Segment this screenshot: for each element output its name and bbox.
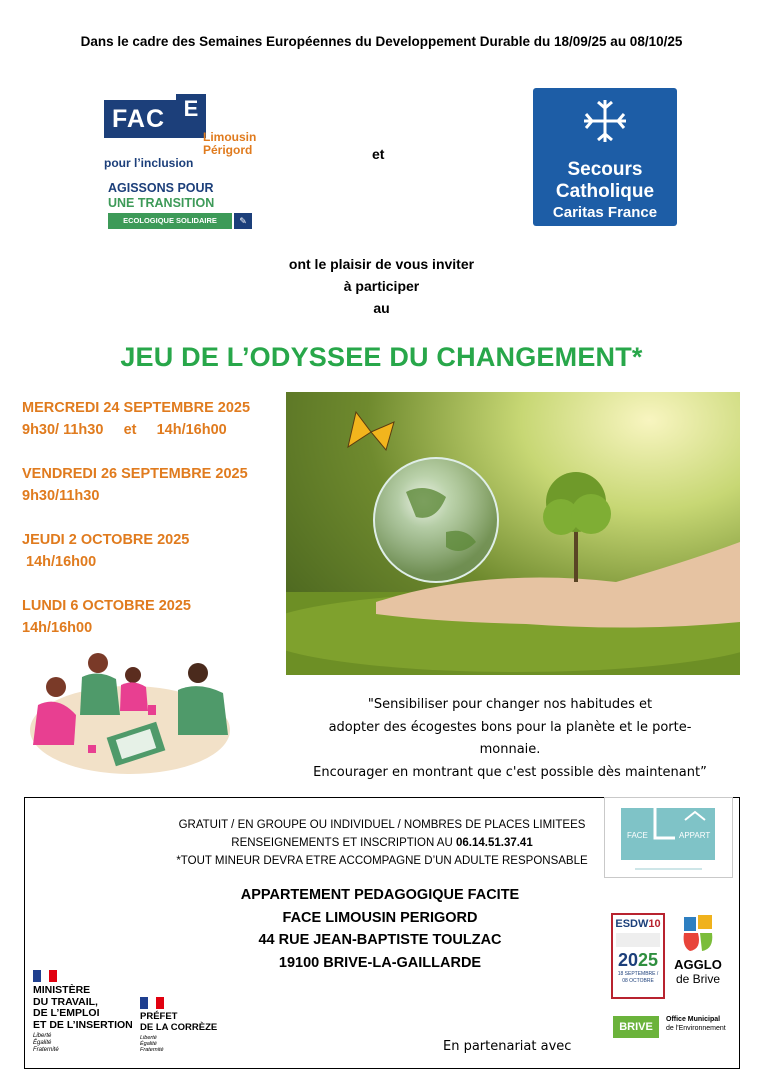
secours-catholique-logo [533,88,677,226]
globe-hand-photo [286,392,740,675]
schedule-time: 14h/16h00 [22,554,97,570]
ome-line-1: Office Municipal [666,1016,721,1023]
ministere-line: DE L’EMPLOI [33,1007,100,1019]
invite-line: au [373,300,390,316]
esdw-dates: 18 SEPTEMBRE / 08 OCTOBRE [617,971,659,984]
face-appart-logo [604,797,733,878]
agissons-line-1: AGISSONS POUR [108,181,214,195]
republic-motto: Liberté Égalité Fraternité [140,1035,164,1053]
address-line: 44 RUE JEAN-BAPTISTE TOULZAC [258,932,502,948]
quote-line: Encourager en montrant que c'est possible dès maintenant” [313,764,707,780]
face-tagline: pour l’inclusion [104,156,194,170]
office-environnement-logo [666,1015,726,1033]
appart-logo-left: FACE [627,831,648,840]
schedule-day: VENDREDI 26 SEPTEMBRE 2025 [22,466,248,482]
event-header: Dans le cadre des Semaines Européennes du Developpement Durable du 18/09/25 au 08/10/25 [80,34,683,49]
agglo-line-2: de Brive [675,972,721,986]
address-line: APPARTEMENT PEDAGOGIQUE FACITE [240,887,520,903]
secours-line-2: Catholique [555,181,655,202]
quote-line: adopter des écogestes bons pour la planète et le porte- [328,719,692,735]
agissons-line-2: UNE TRANSITION [108,196,215,210]
event-title: JEU DE L’ODYSSEE DU CHANGEMENT* [120,342,643,372]
republic-motto: Liberté Égalité Fraternité [33,1033,59,1053]
prefet-correze-logo [140,997,217,1053]
schedule-list [22,397,250,639]
schedule-day: LUNDI 6 OCTOBRE 2025 [22,598,191,614]
et-text: et [372,146,385,162]
face-region-2: Périgord [203,143,253,157]
prefet-line: DE LA CORRÈZE [140,1021,218,1033]
schedule-time: 9h30/11h30 [22,488,100,504]
partnership-label: En partenariat avec [443,1039,572,1054]
invite-line: ont le plaisir de vous inviter [288,256,475,272]
appart-logo-right: APPART [679,831,711,840]
schedule-time: 9h30/ 11h30 et 14h/16h00 [22,422,227,438]
french-flag-icon [140,997,164,1009]
esdw-label: ESDW [615,918,649,930]
ministere-line: MINISTÈRE [33,984,91,996]
venue-address [200,884,560,974]
invite-line: à participer [343,278,420,294]
schedule-day: MERCREDI 24 SEPTEMBRE 2025 [22,400,251,416]
address-line: 19100 BRIVE-LA-GAILLARDE [278,954,482,971]
info-line-1: GRATUIT / EN GROUPE OU INDIVIDUEL / NOMBRES DE PLACES LIMITEES [178,819,586,831]
eco-solidaire-icon: ✎ [234,213,252,229]
practical-info [160,816,604,870]
face-logo-letter: E [176,94,206,124]
agglo-line-1: AGGLO [674,957,722,972]
brive-logo: BRIVE [613,1016,659,1038]
ome-line-2: de l'Environnement [666,1025,726,1032]
agglo-brive-logo [668,913,728,986]
cross-icon [578,94,632,148]
agglo-leaf-icon [680,913,716,953]
quote-line: "Sensibiliser pour changer nos habitudes et [367,697,653,712]
face-region-1: Limousin [203,130,257,144]
ministere-line: DU TRAVAIL, [33,995,98,1008]
info-line-2 [160,834,604,852]
schedule-day: JEUDI 2 OCTOBRE 2025 [22,532,190,548]
prefet-line: PRÉFET [140,1011,178,1022]
esdw-year-b: 25 [638,950,659,970]
ministere-line: ET DE L’INSERTION [33,1018,133,1031]
esdw-number: 10 [648,918,661,930]
family-game-illustration [18,645,234,775]
quote-text [290,694,730,784]
ministere-travail-logo [33,970,133,1054]
secours-line-3: Caritas France [552,204,658,221]
agissons-logo [108,181,214,211]
invitation-text [0,253,763,319]
secours-line-1: Secours [567,159,643,180]
face-region [203,131,256,157]
schedule-time: 14h/16h00 [22,620,93,636]
eco-solidaire-bar: ECOLOGIQUE SOLIDAIRE [108,213,232,229]
info-line-3: *TOUT MINEUR DEVRA ETRE ACCOMPAGNE D’UN ADULTE RESPONSABLE [176,855,588,867]
address-line: FACE LIMOUSIN PERIGORD [282,909,478,926]
quote-line: monnaie. [479,742,541,757]
info-inscription-label: RENSEIGNEMENTS ET INSCRIPTION AU [231,837,456,849]
phone-number: 06.14.51.37.41 [455,837,533,849]
french-flag-icon [33,970,57,982]
esdw-logo [611,913,665,999]
esdw-year-a: 20 [617,950,638,970]
face-logo-word: FAC [112,105,165,133]
